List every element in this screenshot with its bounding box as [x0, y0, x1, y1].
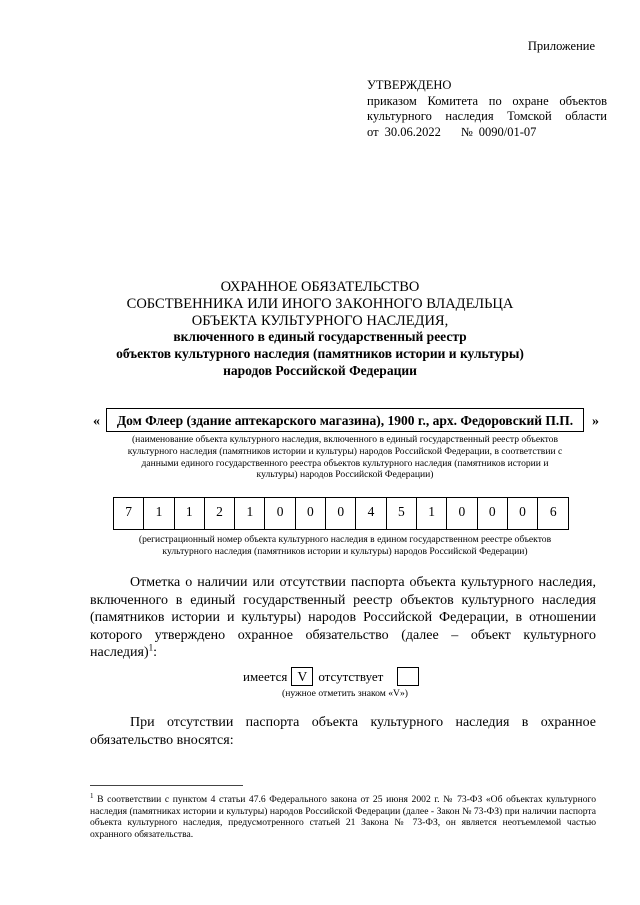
caption-line: (наименование объекта культурного наследия, включенного в единый государственный реестр объектов: [131, 434, 559, 445]
footnote-ref: 1: [148, 642, 154, 653]
approval-line-2: культурного наследия Томской области: [367, 109, 607, 123]
absence-text: При отсутствии паспорта объекта культурного наследия в охранное обязательство вносятся:: [90, 715, 596, 748]
title-line-2: СОБСТВЕННИКА ИЛИ ИНОГО ЗАКОННОГО ВЛАДЕЛЬЦА: [126, 295, 514, 312]
no-passport-checkbox[interactable]: [397, 667, 419, 686]
caption-line: (регистрационный номер объекта культурного наследия в едином государственном реестре объектов: [138, 534, 552, 545]
title-line-6: народов Российской Федерации: [223, 362, 417, 378]
number-prefix: №: [460, 124, 473, 139]
title-line-4: включенного в единый государственный реестр: [173, 329, 467, 345]
approval-line-1: приказом Комитета по охране объектов: [367, 93, 607, 108]
passport-checkbox-row: [243, 667, 424, 686]
reg-digit: 2: [205, 498, 235, 529]
title-line-1: ОХРАННОЕ ОБЯЗАТЕЛЬСТВО: [220, 279, 420, 295]
passport-text: Отметка о наличии или отсутствии паспорта объекта культурного наследия, включенного в единый государственный реестр объектов культурного наследия (памятников истории и культуры) народов Российской Федерации, в отношении которого утверждено охранное обязательство (далее – объект культурного наследия): [90, 575, 596, 661]
reg-digit: 1: [144, 498, 174, 529]
reg-digit: 1: [235, 498, 265, 529]
title-line-3: ОБЪЕКТА КУЛЬТУРНОГО НАСЛЕДИЯ,: [191, 312, 449, 329]
has-passport-label: имеется: [243, 668, 288, 684]
no-passport-label: отсутствует: [318, 668, 384, 684]
reg-digit: 0: [508, 498, 538, 529]
reg-digit: 0: [447, 498, 477, 529]
footnote-divider: [90, 785, 243, 786]
quote-open: «: [93, 414, 100, 429]
approval-title: УТВЕРЖДЕНО: [367, 78, 452, 92]
passport-paragraph: [90, 574, 596, 662]
reg-digit: 1: [175, 498, 205, 529]
reg-digit: 1: [417, 498, 447, 529]
registration-caption: [105, 534, 585, 558]
caption-line: культурного наследия (памятников истории и культуры) народов Российской Федерации, в соответствии с: [127, 445, 563, 457]
footnote-text: В соответствии с пунктом 4 статьи 47.6 Федерального закона от 25 июня 2002 г. № 73-ФЗ «Об объектах культурного наследия (памятниках истории и культуры) народов Российской Федерации (далее - Закон № 73-ФЗ) при наличии паспорта объекта культурного наследия, предусмотренного статьей 21 Закона № 73-ФЗ, он является неотъемлемой частью охранного обязательства.: [90, 794, 596, 841]
object-name-field: Дом Флеер (здание аптекарского магазина), 1900 г., арх. Федоровский П.П.: [106, 408, 584, 432]
reg-digit: 7: [114, 498, 144, 529]
caption-line: данными единого государственного реестра объектов культурного наследия (памятников истории и: [141, 457, 549, 469]
approval-block: [367, 78, 607, 140]
caption-line: культурного наследия (памятников истории и культуры) народов Российской Федерации): [162, 545, 528, 557]
footnote-number: 1: [90, 791, 94, 800]
absence-paragraph: [90, 714, 596, 749]
document-title: [0, 279, 640, 380]
reg-digit: 0: [326, 498, 356, 529]
approval-date-line: [367, 125, 607, 141]
caption-line: культуры) народов Российской Федерации): [256, 469, 434, 481]
approval-date: 30.06.2022: [384, 124, 441, 139]
registration-number-grid: [113, 497, 569, 530]
date-prefix: от: [367, 124, 379, 139]
object-name-caption: [105, 434, 585, 481]
reg-digit: 0: [296, 498, 326, 529]
title-line-5: объектов культурного наследия (памятников истории и культуры): [116, 346, 524, 362]
colon: :: [153, 645, 158, 661]
reg-digit: 0: [265, 498, 295, 529]
has-passport-checkbox[interactable]: V: [291, 667, 313, 686]
reg-digit: 6: [549, 504, 557, 519]
reg-digit: 5: [387, 498, 417, 529]
reg-digit: 4: [356, 498, 386, 529]
appendix-label: Приложение: [527, 39, 595, 53]
checkbox-note: (нужное отметить знаком «V»): [282, 688, 408, 699]
footnote: [90, 791, 596, 841]
quote-close: »: [592, 414, 599, 429]
reg-digit: 0: [478, 498, 508, 529]
approval-number: 0090/01-07: [478, 124, 537, 139]
